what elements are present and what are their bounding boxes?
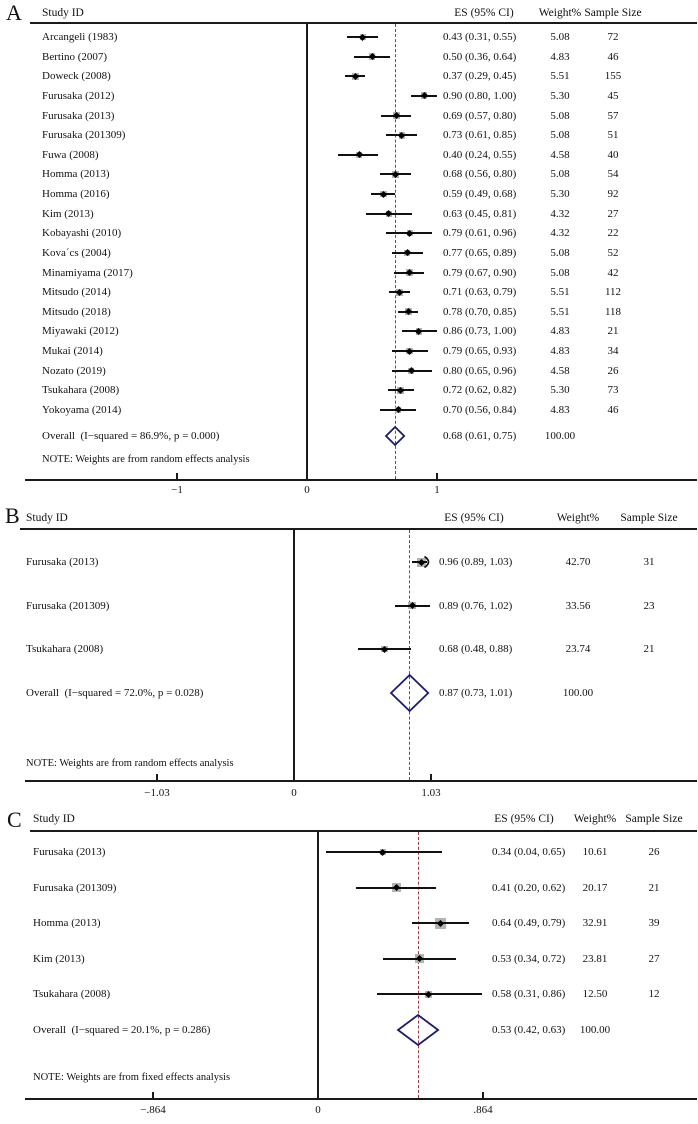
- axis-tick: [436, 473, 438, 479]
- study-label: Furusaka (201309): [33, 881, 117, 894]
- weight-value: 5.51: [550, 70, 570, 83]
- es-value: 0.90 (0.80, 1.00): [443, 89, 517, 102]
- axis-tick: [152, 1092, 154, 1098]
- axis-tick-label: 1.03: [421, 787, 441, 799]
- sample-size-value: 57: [607, 109, 619, 122]
- es-value: 0.72 (0.62, 0.82): [443, 384, 517, 397]
- study-label: Mukai (2014): [42, 345, 103, 358]
- sample-size-value: 21: [607, 325, 619, 338]
- sample-size-value: 42: [607, 266, 619, 279]
- es-value: 0.43 (0.31, 0.55): [443, 31, 517, 43]
- sample-size-value: 26: [607, 364, 619, 377]
- es-value: 0.69 (0.57, 0.80): [443, 109, 517, 122]
- overall-diamond: [396, 1013, 440, 1047]
- sample-size-value: 54: [607, 168, 619, 181]
- study-label: Furusaka (201309): [42, 129, 126, 142]
- weight-value: 5.08: [550, 168, 570, 181]
- overall-label: Overall (I−squared = 20.1%, p = 0.286): [33, 1024, 211, 1036]
- sample-size-value: 52: [607, 246, 619, 259]
- study-label: Minamiyama (2017): [42, 266, 133, 279]
- study-label: Mitsudo (2018): [42, 305, 111, 318]
- es-value: 0.64 (0.49, 0.79): [492, 917, 566, 930]
- study-label: Furusaka (2013): [42, 109, 115, 122]
- study-label: Bertino (2007): [42, 50, 108, 63]
- zero-line: [306, 24, 308, 479]
- weight-value: 4.83: [550, 50, 570, 63]
- es-value: 0.34 (0.04, 0.65): [492, 846, 566, 858]
- x-axis-line: [25, 1098, 697, 1100]
- overall-label: Overall (I−squared = 72.0%, p = 0.028): [26, 687, 204, 699]
- es-value: 0.68 (0.56, 0.80): [443, 168, 517, 181]
- weight-value: 32.91: [582, 917, 608, 930]
- header-divider-line: [20, 528, 697, 530]
- weight-value: 5.08: [550, 129, 570, 142]
- weights-note: NOTE: Weights are from fixed effects analysis: [33, 1072, 231, 1083]
- axis-tick-label: −1.03: [144, 787, 170, 799]
- sample-size-value: 45: [607, 89, 619, 102]
- weight-value: 5.08: [550, 31, 570, 43]
- axis-tick-label: 0: [304, 484, 310, 496]
- es-value: 0.37 (0.29, 0.45): [443, 70, 517, 83]
- es-value: 0.80 (0.65, 0.96): [443, 364, 517, 377]
- es-value: 0.73 (0.61, 0.85): [443, 129, 517, 142]
- weights-note: NOTE: Weights are from random effects analysis: [26, 758, 234, 769]
- column-header-weight: Weight%: [573, 813, 617, 825]
- es-value: 0.70 (0.56, 0.84): [443, 403, 517, 416]
- weight-value: 5.30: [550, 188, 570, 201]
- weight-value: 5.08: [550, 246, 570, 259]
- zero-line: [293, 530, 295, 780]
- study-label: Miyawaki (2012): [42, 325, 119, 338]
- sample-size-value: 22: [607, 227, 619, 240]
- weight-value: 4.32: [550, 207, 570, 220]
- es-value: 0.79 (0.65, 0.93): [443, 345, 517, 358]
- weight-value: 4.58: [550, 148, 570, 161]
- column-header-es: ES (95% CI): [494, 813, 554, 825]
- es-value: 0.79 (0.61, 0.96): [443, 227, 517, 240]
- weights-note: NOTE: Weights are from random effects analysis: [42, 454, 250, 465]
- study-label: Kim (2013): [33, 952, 85, 965]
- weight-value: 5.30: [550, 89, 570, 102]
- sample-size-value: 73: [607, 384, 619, 397]
- study-label: Homma (2016): [42, 188, 110, 201]
- axis-tick: [306, 473, 308, 479]
- zero-line: [317, 832, 319, 1098]
- weight-value: 4.83: [550, 403, 570, 416]
- weight-value: 4.58: [550, 364, 570, 377]
- study-label: Mitsudo (2014): [42, 286, 111, 299]
- column-header-study: Study ID: [26, 512, 68, 524]
- axis-tick: [293, 774, 295, 780]
- axis-tick: [430, 774, 432, 780]
- es-value: 0.78 (0.70, 0.85): [443, 305, 517, 318]
- study-label: Furusaka (201309): [26, 599, 110, 612]
- weight-value: 5.08: [550, 109, 570, 122]
- study-label: Kova´cs (2004): [42, 246, 111, 259]
- weight-value: 42.70: [565, 556, 591, 568]
- x-axis-line: [25, 479, 697, 481]
- es-value: 0.40 (0.24, 0.55): [443, 148, 517, 161]
- sample-size-value: 26: [648, 846, 660, 858]
- study-label: Yokoyama (2014): [42, 403, 122, 416]
- sample-size-value: 21: [643, 643, 655, 655]
- header-divider-line: [30, 22, 697, 24]
- es-value: 0.68 (0.48, 0.88): [439, 643, 513, 655]
- column-header-sample-size: Sample Size: [625, 813, 683, 825]
- axis-tick: [317, 1092, 319, 1098]
- sample-size-value: 31: [643, 556, 655, 568]
- weight-value: 33.56: [565, 599, 591, 612]
- overall-label: Overall (I−squared = 86.9%, p = 0.000): [42, 430, 220, 442]
- study-label: Nozato (2019): [42, 364, 106, 377]
- overall-es-value: 0.68 (0.61, 0.75): [443, 430, 517, 442]
- study-label: Furusaka (2012): [42, 89, 115, 102]
- study-label: Homma (2013): [33, 917, 101, 930]
- study-label: Kobayashi (2010): [42, 227, 122, 240]
- overall-weight-value: 100.00: [579, 1024, 611, 1036]
- study-label: Arcangeli (1983): [42, 31, 118, 43]
- sample-size-value: 12: [648, 988, 660, 1001]
- panel-letter: B: [5, 503, 20, 528]
- weight-value: 5.08: [550, 266, 570, 279]
- overall-es-value: 0.87 (0.73, 1.01): [439, 687, 513, 699]
- weight-value: 5.51: [550, 305, 570, 318]
- es-value: 0.59 (0.49, 0.68): [443, 188, 517, 201]
- sample-size-value: 34: [607, 345, 619, 358]
- study-label: Homma (2013): [42, 168, 110, 181]
- overall-diamond: [384, 425, 406, 447]
- study-label: Doweck (2008): [42, 70, 111, 83]
- axis-tick-label: 0: [291, 787, 297, 799]
- study-label: Tsukahara (2008): [42, 384, 120, 397]
- column-header-sample-size: Sample Size: [584, 7, 642, 19]
- null-reference-line: [409, 530, 410, 780]
- overall-diamond: [389, 673, 430, 713]
- es-value: 0.96 (0.89, 1.03): [439, 556, 513, 568]
- weight-value: 4.32: [550, 227, 570, 240]
- es-value: 0.89 (0.76, 1.02): [439, 599, 513, 612]
- sample-size-value: 27: [648, 952, 660, 965]
- sample-size-value: 40: [607, 148, 619, 161]
- column-header-study: Study ID: [42, 7, 84, 19]
- axis-tick: [156, 774, 158, 780]
- column-header-es: ES (95% CI): [444, 512, 504, 524]
- weight-value: 4.83: [550, 345, 570, 358]
- weight-value: 4.83: [550, 325, 570, 338]
- study-label: Furusaka (2013): [26, 556, 99, 568]
- weight-value: 12.50: [582, 988, 608, 1001]
- overall-es-value: 0.53 (0.42, 0.63): [492, 1024, 566, 1036]
- column-header-es: ES (95% CI): [454, 7, 514, 19]
- axis-tick: [176, 473, 178, 479]
- sample-size-value: 72: [607, 31, 619, 43]
- es-value: 0.50 (0.36, 0.64): [443, 50, 517, 63]
- weight-value: 23.74: [565, 643, 591, 655]
- sample-size-value: 112: [604, 286, 622, 299]
- study-label: Tsukahara (2008): [33, 988, 111, 1001]
- es-value: 0.58 (0.31, 0.86): [492, 988, 566, 1001]
- sample-size-value: 39: [648, 917, 660, 930]
- study-label: Kim (2013): [42, 207, 94, 220]
- sample-size-value: 92: [607, 188, 619, 201]
- overall-weight-value: 100.00: [544, 430, 576, 442]
- x-axis-line: [25, 780, 697, 782]
- sample-size-value: 23: [643, 599, 655, 612]
- panel-letter: C: [7, 807, 22, 832]
- sample-size-value: 21: [648, 881, 660, 894]
- es-value: 0.77 (0.65, 0.89): [443, 246, 517, 259]
- axis-tick-label: 0: [315, 1104, 321, 1116]
- panel-letter: A: [6, 0, 22, 25]
- column-header-weight: Weight%: [556, 512, 600, 524]
- sample-size-value: 27: [607, 207, 619, 220]
- sample-size-value: 46: [607, 403, 619, 416]
- axis-tick-label: −1: [171, 484, 183, 496]
- column-header-study: Study ID: [33, 813, 75, 825]
- es-value: 0.41 (0.20, 0.62): [492, 881, 566, 894]
- column-header-weight: Weight%: [538, 7, 582, 19]
- es-value: 0.71 (0.63, 0.79): [443, 286, 517, 299]
- study-label: Tsukahara (2008): [26, 643, 104, 655]
- sample-size-value: 51: [607, 129, 619, 142]
- weight-value: 23.81: [582, 952, 608, 965]
- weight-value: 5.51: [550, 286, 570, 299]
- es-value: 0.79 (0.67, 0.90): [443, 266, 517, 279]
- study-label: Fuwa (2008): [42, 148, 99, 161]
- weight-value: 20.17: [582, 881, 608, 894]
- null-reference-line: [418, 832, 419, 1098]
- sample-size-value: 118: [604, 305, 622, 318]
- axis-tick-label: −.864: [140, 1104, 166, 1116]
- es-value: 0.86 (0.73, 1.00): [443, 325, 517, 338]
- axis-tick: [482, 1092, 484, 1098]
- es-value: 0.63 (0.45, 0.81): [443, 207, 517, 220]
- weight-value: 5.30: [550, 384, 570, 397]
- overall-weight-value: 100.00: [562, 687, 594, 699]
- axis-tick-label: .864: [473, 1104, 493, 1116]
- column-header-sample-size: Sample Size: [620, 512, 678, 524]
- axis-tick-label: 1: [434, 484, 440, 496]
- weight-value: 10.61: [582, 846, 608, 858]
- es-value: 0.53 (0.34, 0.72): [492, 952, 566, 965]
- sample-size-value: 46: [607, 50, 619, 63]
- header-divider-line: [30, 830, 697, 832]
- study-label: Furusaka (2013): [33, 846, 106, 858]
- sample-size-value: 155: [604, 70, 622, 83]
